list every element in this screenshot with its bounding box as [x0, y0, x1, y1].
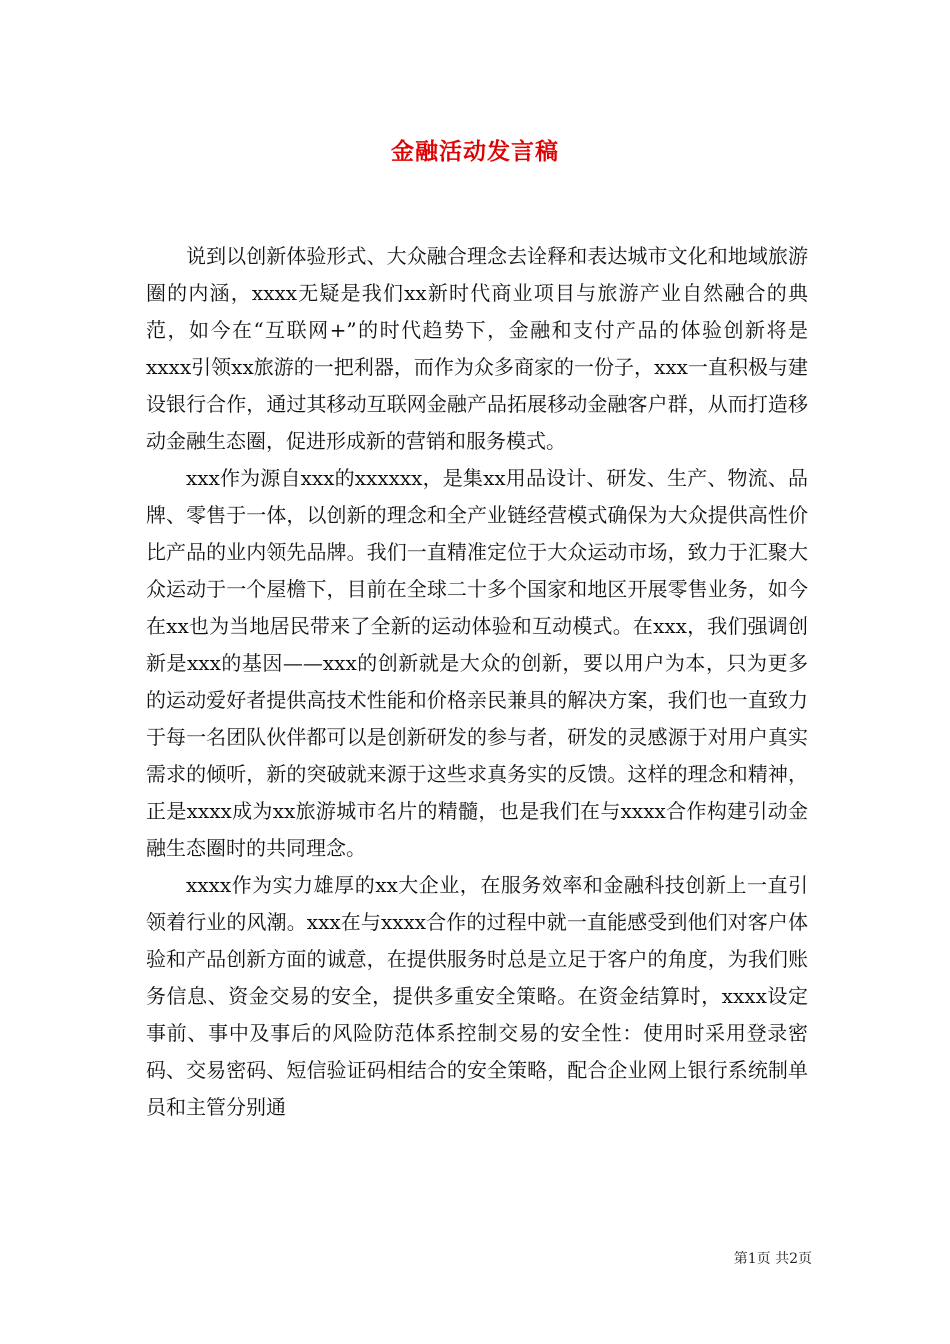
- page-number: 第1页 共2页: [733, 1251, 812, 1267]
- paragraph-3: xxxx作为实力雄厚的xx大企业，在服务效率和金融科技创新上一直引领着行业的风潮。xxx在与xxxx合作的过程中就一直能感受到他们对客户体验和产品创新方面的诚意，在提供服务时总是立足于客户的角度，为我们账务信息、资金交易的安全，提供多重安全策略。在资金结算时，xxxx设定事前、事中及事后的风险防范体系控制交易的安全性：使用时采用登录密码、交易密码、短信验证码相结合的安全策略，配合企业网上银行系统制单员和主管分别通: [146, 873, 808, 1119]
- paragraph-1: 说到以创新体验形式、大众融合理念去诠释和表达城市文化和地域旅游圈的内涵，xxxx无疑是我们xx新时代商业项目与旅游产业自然融合的典范，如今在“互联网+”的时代趋势下，金融和支付产品的体验创新将是xxxx引领xx旅游的一把利器，而作为众多商家的一份子，xxx一直积极与建设银行合作，通过其移动互联网金融产品拓展移动金融客户群，从而打造移动金融生态圈，促进形成新的营销和服务模式。: [146, 244, 808, 453]
- document-title: 金融活动发言稿: [391, 138, 559, 165]
- document-body: [146, 238, 808, 1126]
- paragraph-2: xxx作为源自xxx的xxxxxx，是集xx用品设计、研发、生产、物流、品牌、零售于一体，以创新的理念和全产业链经营模式确保为大众提供高性价比产品的业内领先品牌。我们一直精准定位于大众运动市场，致力于汇聚大众运动于一个屋檐下，目前在全球二十多个国家和地区开展零售业务，如今在xx也为当地居民带来了全新的运动体验和互动模式。在xxx，我们强调创新是xxx的基因——xxx的创新就是大众的创新，要以用户为本，只为更多的运动爱好者提供高技术性能和价格亲民兼具的解决方案，我们也一直致力于每一名团队伙伴都可以是创新研发的参与者，研发的灵感源于对用户真实需求的倾听，新的突破就来源于这些求真务实的反馈。这样的理念和精神，正是xxxx成为xx旅游城市名片的精髓，也是我们在与xxxx合作构建引动金融生态圈时的共同理念。: [146, 466, 808, 860]
